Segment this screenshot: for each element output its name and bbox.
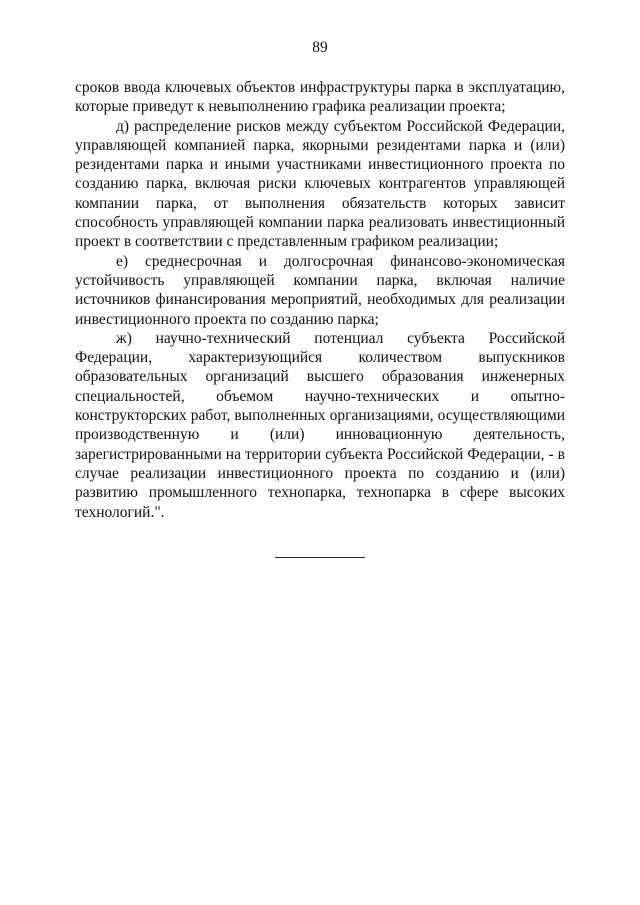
paragraph-item-d: д) распределение рисков между субъектом Российской Федерации, управляющей компанией парка, якорными резидентами парка и (или) резидентами парка и иными участниками инвестиционного проекта по созданию парка, включая риски ключевых контрагентов управляющей компании парка, от выполнения обязательств которых зависит способность управляющей компании парка реализовать инвестиционный проект в соответствии с представленным графиком реализации; [75,117,565,251]
paragraph-item-e: е) среднесрочная и долгосрочная финансово-экономическая устойчивость управляющей компании парка, включая наличие источников финансирования мероприятий, необходимых для реализации инвестиционного проекта по созданию парка; [75,252,565,328]
paragraph-continuation: сроков ввода ключевых объектов инфраструктуры парка в эксплуатацию, которые приведут к невыполнению графика реализации проекта; [75,79,565,116]
end-separator-line [275,557,365,558]
document-body [75,78,565,522]
paragraph-item-zh: ж) научно-технический потенциал субъекта Российской Федерации, характеризующийся количеством выпускников образовательных организаций высшего образования инженерных специальностей, объемом научно-технических и опытно-конструкторских работ, выполненных организациями, осуществляющими производственную и (или) инновационную деятельность, зарегистрированными на территории субъекта Российской Федерации, - в случае реализации инвестиционного проекта по созданию и (или) развитию промышленного технопарка, технопарка в сфере высоких технологий.". [75,329,565,521]
page-number: 89 [312,39,328,56]
